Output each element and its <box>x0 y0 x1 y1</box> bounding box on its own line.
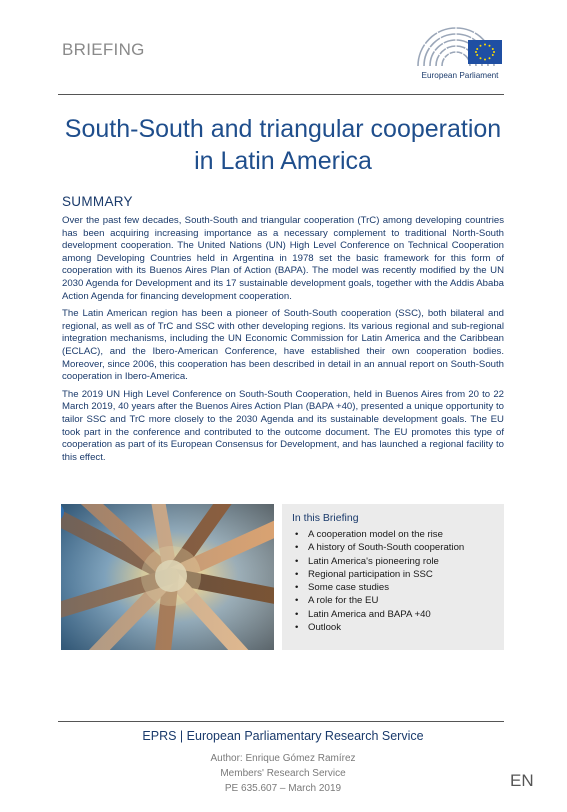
document-reference: PE 635.607 – March 2019 <box>224 783 342 794</box>
in-this-briefing-box <box>282 504 504 650</box>
contents-item: • A role for the EU <box>292 594 494 607</box>
summary-paragraph: Over the past few decades, South-South and triangular cooperation (TrC) among developing countries has been acquiring increasing importance as a necessary complement to traditional North-South development cooperation. The United Nations (UN) High Level Conference on Technical Cooperation among Developing Countries held in Argentina in 1978 set the basic framework for this form of cooperation with its Buenos Aires Plan of Action (BAPA). The model was recently modified by the UN 2030 Agenda for Development and its 17 sustainable development goals, together with the Addis Ababa Action Agenda for financing development cooperation. <box>62 215 504 302</box>
contents-item: • Latin America and BAPA +40 <box>292 608 494 621</box>
briefing-contents-list <box>292 528 494 634</box>
contents-item: • Regional participation in SSC <box>292 568 494 581</box>
summary-paragraph: The Latin American region has been a pioneer of South-South cooperation (SSC), both bilateral and regional, as well as of TrC and SSC with other developing regions. Its various regional and sub-regional integration mechanisms, including the UN Economic Commission for Latin America and the Caribbean (ECLAC), and the Ibero-American Conference, have established their own cooperation bodies. Moreover, since 2006, this cooperation has been described in detail in an annual report on South-South cooperation in Ibero-America. <box>62 308 504 383</box>
language-code: EN <box>510 771 534 790</box>
contents-item: • Some case studies <box>292 581 494 594</box>
contents-item: • Outlook <box>292 621 494 634</box>
contents-item: • A history of South-South cooperation <box>292 541 494 554</box>
document-type-label: BRIEFING <box>62 40 145 59</box>
research-service-name: EPRS | European Parliamentary Research Service <box>142 729 424 743</box>
author-line: Author: Enrique Gómez Ramírez <box>210 753 356 764</box>
summary-body <box>62 215 504 469</box>
contents-item: • A cooperation model on the rise <box>292 528 494 541</box>
footer-divider <box>58 721 504 722</box>
header-divider <box>58 94 504 95</box>
summary-paragraph: The 2019 UN High Level Conference on South-South Cooperation, held in Buenos Aires from 20 to 22 March 2019, 40 years after the Buenos Aires Action Plan (BAPA +40), presented a unique opportunity to tailor SSC and TrC more closely to the 2030 Agenda and its sustainable development goals. The EU took part in the conference and contributed to the outcome document. The EU promotes this type of cooperation as part of its European Consensus for Development, and has launched a regional facility to this effect. <box>62 388 504 463</box>
summary-heading: SUMMARY <box>62 194 133 209</box>
joined-hands-photo <box>61 504 274 650</box>
department-line: Members' Research Service <box>220 768 346 779</box>
briefing-title: South-South and triangular cooperation in Latin America <box>64 115 502 175</box>
logo-caption: European Parliament <box>421 71 499 80</box>
contents-item: • Latin America's pioneering role <box>292 555 494 568</box>
in-this-briefing-heading: In this Briefing <box>292 512 359 524</box>
